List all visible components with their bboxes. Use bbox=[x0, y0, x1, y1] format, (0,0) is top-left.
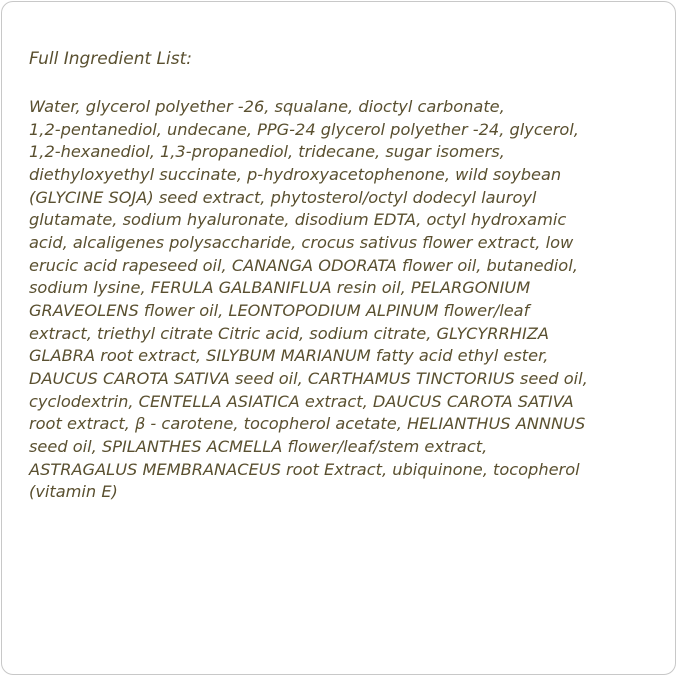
ingredient-line: seed oil, SPILANTHES ACMELLA flower/leaf/stem extract, bbox=[29, 436, 488, 456]
ingredient-line: erucic acid rapeseed oil, CANANGA ODORATA flower oil, butanediol, bbox=[29, 255, 578, 275]
ingredient-line: DAUCUS CAROTA SATIVA seed oil, CARTHAMUS TINCTORIUS seed oil, bbox=[29, 368, 588, 388]
ingredient-line: Water, glycerol polyether -26, squalane, dioctyl carbonate, bbox=[29, 97, 505, 116]
ingredient-line: root extract, β - carotene, tocopherol acetate, HELIANTHUS ANNNUS bbox=[29, 414, 586, 434]
ingredient-line: cyclodextrin, CENTELLA ASIATICA extract, DAUCUS CAROTA SATIVA bbox=[29, 391, 574, 411]
ingredient-line: glutamate, sodium hyaluronate, disodium EDTA, octyl hydroxamic bbox=[29, 210, 567, 230]
ingredient-line: GLABRA root extract, SILYBUM MARIANUM fatty acid ethyl ester, bbox=[29, 346, 549, 366]
ingredient-line: GRAVEOLENS flower oil, LEONTOPODIUM ALPINUM flower/leaf bbox=[29, 300, 530, 320]
ingredient-line: 1,2-pentanediol, undecane, PPG-24 glycerol polyether -24, glycerol, bbox=[29, 119, 579, 139]
ingredient-line: extract, triethyl citrate Citric acid, sodium citrate, GLYCYRRHIZA bbox=[29, 323, 549, 343]
ingredient-line: ASTRAGALUS MEMBRANACEUS root Extract, ubiquinone, tocopherol bbox=[29, 459, 580, 479]
ingredient-line: (GLYCINE SOJA) seed extract, phytosterol/octyl dodecyl lauroyl bbox=[29, 187, 537, 207]
ingredient-line: acid, alcaligenes polysaccharide, crocus sativus flower extract, low bbox=[29, 232, 574, 252]
ingredient-line: 1,2-hexanediol, 1,3-propanediol, tridecane, sugar isomers, bbox=[29, 142, 505, 162]
ingredient-card bbox=[1, 1, 676, 675]
ingredient-list-text bbox=[29, 96, 669, 504]
ingredient-line: diethyloxyethyl succinate, p-hydroxyacetophenone, wild soybean bbox=[29, 164, 562, 184]
ingredient-line: sodium lysine, FERULA GALBANIFLUA resin oil, PELARGONIUM bbox=[29, 278, 531, 298]
ingredient-list-heading: Full Ingredient List: bbox=[29, 49, 193, 69]
ingredient-line: (vitamin E) bbox=[29, 482, 118, 502]
